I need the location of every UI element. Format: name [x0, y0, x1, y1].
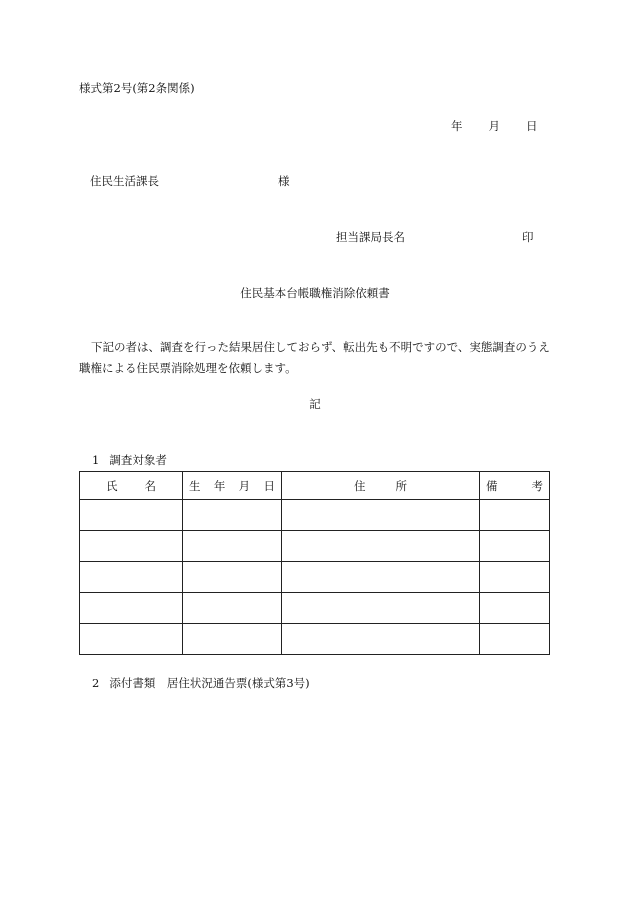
- cell-birthdate[interactable]: [183, 531, 282, 562]
- table-row: [80, 562, 550, 593]
- section-2-label: 添付書類 居住状況通告票(様式第3号): [109, 676, 310, 690]
- day-label: 日: [526, 119, 538, 133]
- cell-address[interactable]: [282, 624, 480, 655]
- year-label: 年: [451, 119, 463, 133]
- section-2-number: 2: [92, 676, 100, 690]
- section-1-label: 調査対象者: [109, 453, 167, 467]
- table-row: [80, 500, 550, 531]
- body-text: 下記の者は、調査を行った結果居住しておらず、転出先も不明ですので、実態調査のうえ職権による住民票消除処理を依頼します。: [79, 340, 550, 375]
- addressee: [90, 173, 290, 189]
- cell-remarks[interactable]: [480, 562, 550, 593]
- seal-mark: 印: [522, 230, 534, 244]
- section-2-heading: [92, 675, 310, 691]
- cell-remarks[interactable]: [480, 500, 550, 531]
- form-label: 様式第2号(第2条関係): [79, 81, 195, 95]
- cell-address[interactable]: [282, 562, 480, 593]
- table-row: [80, 531, 550, 562]
- cell-remarks[interactable]: [480, 624, 550, 655]
- ki-heading: 記: [309, 397, 321, 411]
- sender-title: 担当課局長名: [336, 230, 405, 244]
- cell-name[interactable]: [80, 500, 183, 531]
- cell-name[interactable]: [80, 593, 183, 624]
- section-1-heading: [92, 452, 167, 468]
- header-name: 氏 名: [80, 472, 183, 500]
- header-remarks: 備 考: [480, 472, 550, 500]
- cell-remarks[interactable]: [480, 593, 550, 624]
- cell-name[interactable]: [80, 531, 183, 562]
- document-title: 住民基本台帳職権消除依頼書: [240, 286, 390, 300]
- cell-name[interactable]: [80, 562, 183, 593]
- cell-remarks[interactable]: [480, 531, 550, 562]
- cell-address[interactable]: [282, 531, 480, 562]
- cell-birthdate[interactable]: [183, 500, 282, 531]
- cell-address[interactable]: [282, 500, 480, 531]
- date-line: [451, 118, 538, 134]
- header-address: 住 所: [282, 472, 480, 500]
- cell-birthdate[interactable]: [183, 593, 282, 624]
- header-birthdate: 生 年 月 日: [183, 472, 282, 500]
- month-label: 月: [488, 119, 500, 133]
- table-row: [80, 624, 550, 655]
- target-persons-table: [79, 471, 550, 655]
- addressee-name: 住民生活課長: [90, 174, 159, 188]
- cell-name[interactable]: [80, 624, 183, 655]
- cell-address[interactable]: [282, 593, 480, 624]
- cell-birthdate[interactable]: [183, 562, 282, 593]
- table-header-row: [80, 472, 550, 500]
- sender: [336, 229, 534, 245]
- table-row: [80, 593, 550, 624]
- cell-birthdate[interactable]: [183, 624, 282, 655]
- section-1-number: 1: [92, 453, 100, 467]
- addressee-honorific: 様: [278, 174, 290, 188]
